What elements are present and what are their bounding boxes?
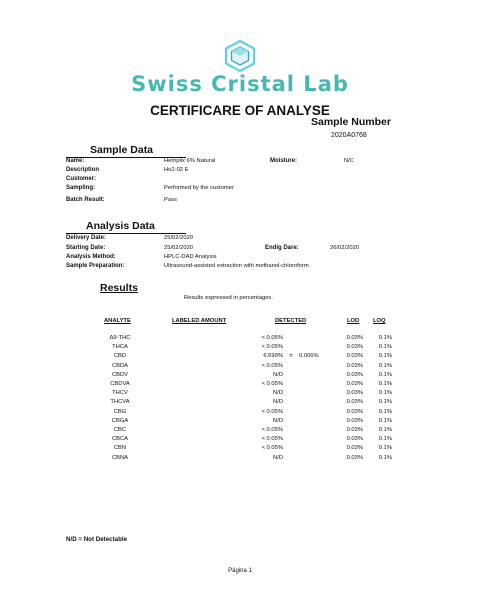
batch-result-label: Batch Result:	[66, 197, 105, 203]
not-detectable-footnote: N/D = Not Detectable	[66, 536, 128, 543]
table-row	[0, 344, 480, 353]
lod-cell: 0.03%	[346, 436, 363, 443]
detected-cell: < 0.05%	[261, 344, 283, 351]
analyte-cell: CBDA	[111, 362, 129, 369]
description-label: Description	[66, 167, 100, 173]
analyte-cell: CBC	[113, 427, 127, 433]
lod-cell: 0.03%	[346, 353, 363, 360]
table-row	[0, 399, 480, 408]
loq-cell: 0.1%	[378, 381, 392, 387]
brand-name: Swiss Cristal Lab	[131, 72, 349, 96]
analyte-cell: THCV	[112, 390, 128, 397]
moisture-value: N/C	[344, 158, 354, 164]
delivery-date-value: 25/02/2020	[164, 235, 194, 241]
detected-cell: < 0.05%	[261, 445, 283, 452]
table-row	[0, 418, 480, 427]
results-table	[0, 335, 480, 475]
loq-cell: 0.1%	[378, 427, 392, 433]
detected-cell: N/D	[273, 390, 283, 397]
detected-cell: < 0.05%	[261, 381, 283, 387]
lod-cell: 0.03%	[346, 417, 363, 424]
hexagon-logo-icon	[214, 40, 266, 74]
detected-cell: < 0.05%	[261, 436, 283, 443]
lod-cell: 0.03%	[346, 371, 363, 378]
lod-cell: 0.03%	[346, 362, 363, 369]
analyte-column-header: ANALYTE	[104, 318, 131, 324]
name-value: Hemplix 6% Natural	[164, 158, 216, 164]
table-row	[0, 409, 480, 418]
detected-cell: 6.699%	[263, 353, 283, 360]
sampling-value: Performed by the customer	[164, 185, 234, 191]
sampling-label: Sampling:	[66, 185, 96, 191]
table-row	[0, 436, 480, 445]
analysis-data-rule	[66, 233, 186, 234]
delivery-date-label: Delivery Date:	[66, 235, 107, 241]
loq-cell: 0.1%	[378, 408, 392, 415]
analyte-cell: CBDVA	[110, 381, 130, 387]
lod-cell: 0.03%	[346, 399, 363, 406]
table-row	[0, 363, 480, 372]
page-number: Página 1	[228, 568, 252, 574]
detected-cell: < 0.05%	[261, 427, 283, 433]
name-label: Name:	[66, 158, 85, 164]
detected-cell: < 0.05%	[261, 335, 283, 341]
lod-column-header: LOD	[347, 318, 360, 324]
certificate-title: CERTIFICARE OF ANALYSE	[150, 103, 330, 118]
loq-cell: 0.1%	[378, 399, 392, 406]
results-note: Results expressed in percentages.	[184, 295, 273, 301]
detected-cell: N/D	[273, 371, 283, 378]
customer-label: Customer:	[66, 176, 97, 182]
lod-cell: 0.03%	[346, 335, 363, 341]
detected-cell: N/D	[273, 417, 283, 424]
detected-cell: < 0.05%	[261, 362, 283, 369]
table-row	[0, 390, 480, 399]
table-row	[0, 353, 480, 362]
sample-number-value: 2020A0768	[331, 132, 367, 139]
table-row	[0, 372, 480, 381]
batch-result-value: Pass	[164, 197, 177, 203]
analyte-cell: Δ9-THC	[109, 335, 131, 341]
analyte-cell: CBG	[113, 408, 127, 415]
loq-cell: 0.1%	[378, 371, 392, 378]
loq-cell: 0.1%	[378, 344, 392, 351]
labeled-amount-column-header: LABELED AMOUNT	[172, 318, 227, 324]
loq-cell: 0.1%	[378, 436, 392, 443]
analyte-cell: CBNA	[111, 454, 129, 461]
loq-cell: 0.1%	[378, 454, 392, 461]
analysis-data-heading: Analysis Data	[86, 220, 155, 232]
starting-date-label: Starting Date:	[66, 245, 106, 251]
analyte-cell: CBD	[113, 353, 127, 360]
loq-column-header: LOQ	[373, 318, 386, 324]
results-heading: Results	[100, 282, 138, 294]
sample-preparation-label: Sample Preparation:	[66, 263, 125, 269]
loq-cell: 0.1%	[378, 417, 392, 424]
ending-date-label: Endig Dare:	[265, 245, 299, 251]
sample-preparation-value: Ultrasound-assisted extraction with methanol-chloroform	[164, 263, 309, 269]
ending-date-value: 26/02/2020	[330, 245, 360, 251]
analyte-cell: CBGA	[111, 417, 129, 424]
table-row	[0, 445, 480, 454]
table-row	[0, 381, 480, 390]
table-row	[0, 335, 480, 344]
detected-cell: < 0.05%	[261, 408, 283, 415]
analyte-cell: CBDV	[111, 371, 129, 378]
sample-data-heading: Sample Data	[90, 144, 154, 156]
analysis-method-label: Analysis Method:	[66, 254, 116, 260]
lod-cell: 0.03%	[346, 390, 363, 397]
description-value: Ho2-02 E	[164, 167, 189, 173]
lod-cell: 0.03%	[346, 427, 363, 433]
analyte-cell: CBCA	[111, 436, 129, 443]
loq-cell: 0.1%	[378, 353, 392, 360]
loq-cell: 0.1%	[378, 390, 392, 397]
lod-cell: 0.03%	[346, 408, 363, 415]
plus-minus-cell: ±	[289, 353, 293, 360]
loq-cell: 0.1%	[378, 362, 392, 369]
loq-cell: 0.1%	[378, 335, 392, 341]
analyte-cell: THCA	[112, 344, 128, 351]
lod-cell: 0.03%	[346, 344, 363, 351]
detected-column-header: DETECTED	[275, 318, 307, 324]
analysis-method-value: HPLC-DAD Analysis	[164, 254, 217, 260]
analyte-cell: CBN	[113, 445, 127, 452]
detected-cell: N/D	[273, 399, 283, 406]
table-row	[0, 455, 480, 464]
lod-cell: 0.03%	[346, 454, 363, 461]
analyte-cell: THCVA	[110, 399, 130, 406]
starting-date-value: 25/02/2020	[164, 245, 194, 251]
uncertainty-cell: 0.006%	[299, 353, 319, 360]
lod-cell: 0.03%	[346, 381, 363, 387]
loq-cell: 0.1%	[378, 445, 392, 452]
sample-number-label: Sample Number	[311, 116, 391, 128]
detected-cell: N/D	[273, 454, 283, 461]
moisture-label: Moisture:	[270, 158, 297, 164]
table-row	[0, 427, 480, 436]
lod-cell: 0.03%	[346, 445, 363, 452]
